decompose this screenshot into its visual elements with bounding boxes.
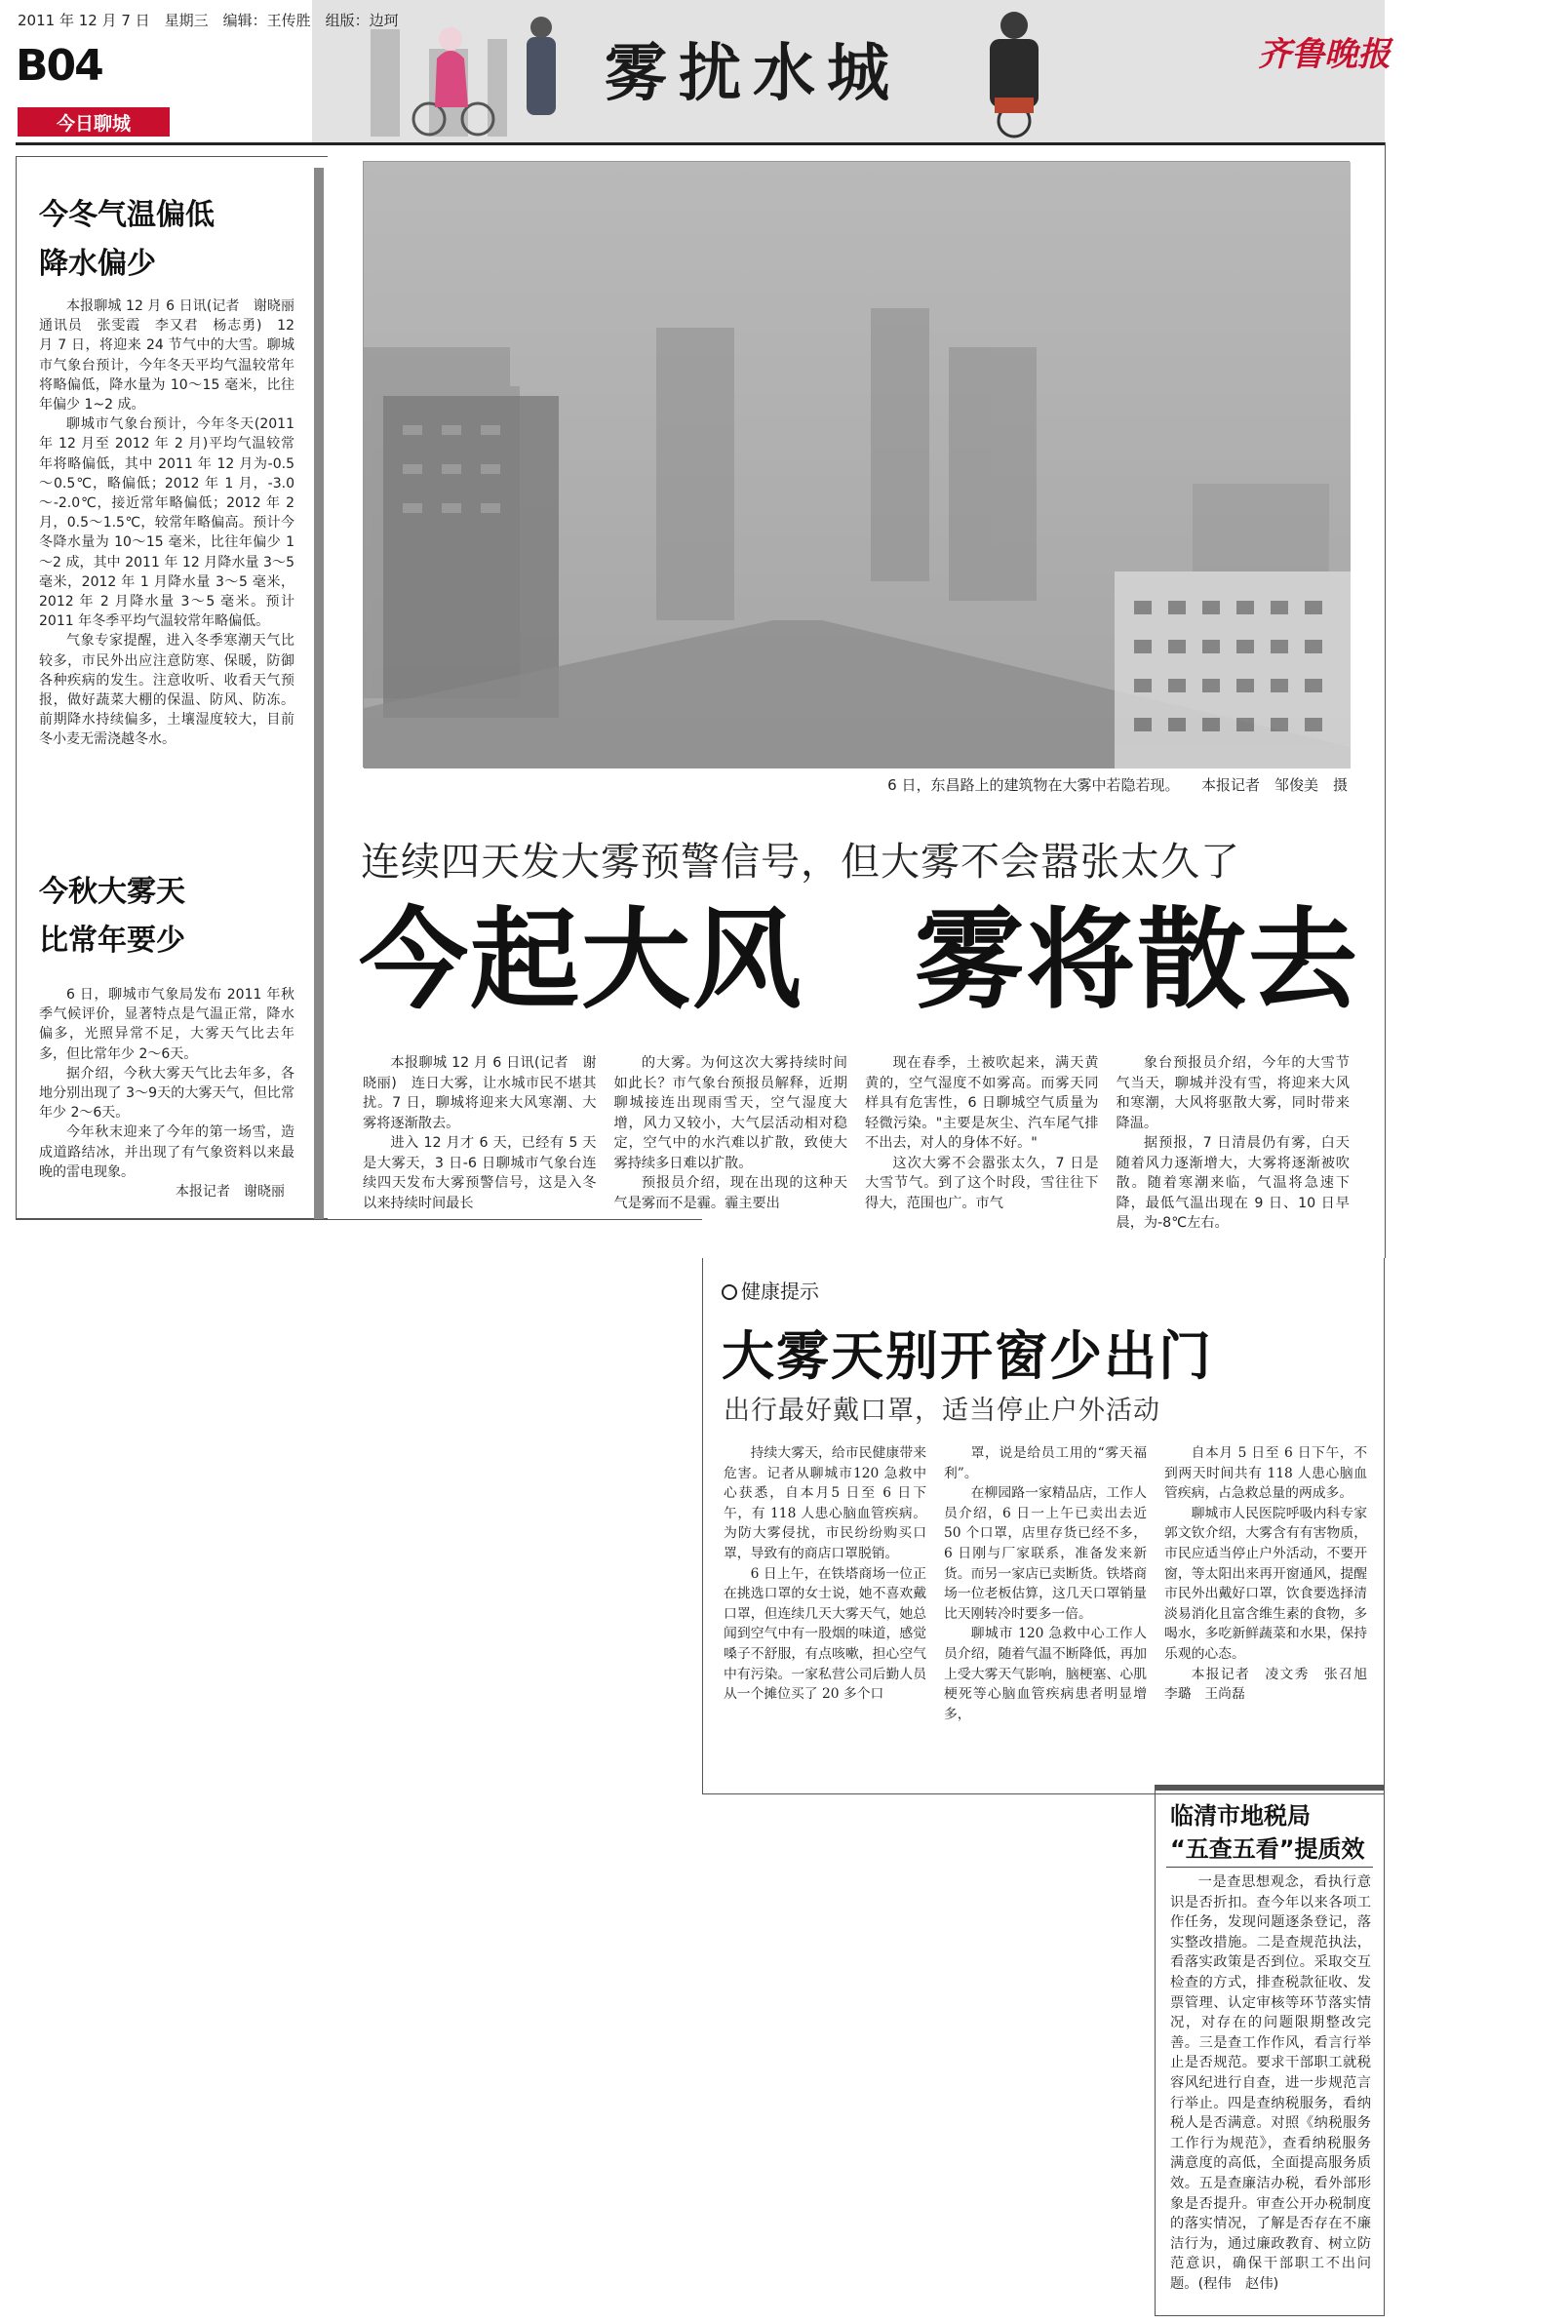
main-paragraph: 本报聊城 12 月 6 日讯(记者 谢晓丽) 连日大雾，让水城市民不堪其扰。7 日，聊城将迎来大风寒潮、大雾将逐渐散去。 [363, 1055, 597, 1131]
brief2-paragraph: 6 日，聊城市气象局发布 2011 年秋季气候评价，显著特点是气温正常，降水偏多，光照异常不足，大雾天气比去年多，但比常年少 2～6天。 [39, 987, 294, 1062]
tax-title-line2: “五查五看”提质效 [1170, 1835, 1365, 1863]
brief1-paragraph: 本报聊城 12 月 6 日讯(记者 谢晓丽 通讯员 张雯霞 李又君 杨志勇) 12 月 7 日，将迎来 24 节气中的大雪。聊城市气象台预计，今年冬天平均气温较常年将略偏低，降水量为 10～15 毫米，比往年偏少 1~2 成。 [39, 298, 308, 414]
brief2-credit: 本报记者 谢晓丽 [176, 1184, 285, 1201]
tax-paragraph: 一是查思想观念，看执行意识是否折扣。查今年以来各项工作任务，发现问题逐条登记，落实整改措施。二是查规范执法，看落实政策是否到位。采取交互检查的方式，排查税款征收、发票管理、认定审核等环节落实情况，对存在的问题限期整改完善。三是查工作作风，看言行举止是否规范。要求干部职工就税容风纪进行自查，进一步规范言行举止。四是查纳税服务，看纳税人是否满意。对照《纳税服务工作行为规范》，查看纳税服务满意度的高低，全面提高服务质效。五是查廉洁办税，看外部形象是否提升。审查公开办税制度的落实情况，了解是否存在不廉洁行为，通过廉政教育、树立防范意识，确保干部职工不出问题。(程伟 赵伟) [1170, 1874, 1371, 2292]
main-paragraph: 据预报，7 日清晨仍有雾，白天随着风力逐渐增大，大雾将逐渐被吹散。随着寒潮来临，气温将急速下降，最低气温出现在 9 日、10 日早晨，为-8℃左右。 [1116, 1135, 1350, 1231]
health-story-column [724, 1443, 926, 1780]
main-paragraph: 进入 12 月才 6 天，已经有 5 天是大雾天，3 日-6 日聊城市气象台连续四天发布大雾预警信号，这是入冬以来持续时间最长 [363, 1135, 597, 1211]
left-column-bar [314, 168, 324, 1219]
brief1-title-line1: 今冬气温偏低 [39, 198, 215, 232]
health-kicker [722, 1276, 819, 1304]
health-paragraph: 持续大雾天，给市民健康带来危害。记者从聊城市120 急救中心获悉，自本月5 日至 6 日下午，有 118 人患心脑血管疾病。为防大雾侵扰，市民纷纷购买口罩，导致有的商店口罩脱销。 [724, 1445, 926, 1561]
foggy-city-image [364, 162, 1351, 768]
tax-title-rule [1166, 1867, 1373, 1868]
brief1-title-line2: 降水偏少 [39, 247, 156, 281]
main-paragraph: 象台预报员介绍，今年的大雪节气当天，聊城并没有雪，将迎来大风和寒潮，大风将驱散大雾，同时带来降温。 [1116, 1055, 1350, 1131]
newspaper-masthead-logo: 齐鲁晚报 [1258, 35, 1391, 74]
brief1-paragraph: 气象专家提醒，进入冬季寒潮天气比较多，市民外出应注意防寒、保暖，防御各种疾病的发生。注意收听、收看天气预报，做好蔬菜大棚的保温、防风、防冻。前期降水持续偏多，土壤湿度较大，目前冬小麦无需浇越冬水。 [39, 633, 294, 748]
section-tab[interactable]: 今日聊城 [18, 107, 170, 137]
layout-rule [1385, 142, 1386, 1258]
health-paragraph: 聊城市人民医院呼吸内科专家郭文钦介绍，大雾含有有害物质，市民应适当停止户外活动，不要开窗，等太阳出来再开窗通风，提醒市民外出戴好口罩，饮食要选择清淡易消化且富含维生素的食物，多喝水，多吃新鲜蔬菜和水果，保持乐观的心态。 [1164, 1505, 1367, 1662]
date-editor-line: 2011 年 12 月 7 日 星期三 编辑：王传胜 组版：边珂 [18, 12, 399, 29]
page-number: B04 [16, 41, 102, 91]
health-paragraph: 在柳园路一家精品店，工作人员介绍，6 日一上午已卖出去近 50 个口罩，店里存货已经不多，6 日刚与厂家联系，准备发来新货。而另一家店已卖断货。铁塔商场一位老板估算，这几天口罩销量比天刚转冷时要多一倍。 [944, 1485, 1147, 1622]
main-paragraph: 的大雾。为何这次大雾持续时间如此长？市气象台预报员解释，近期聊城接连出现雨雪天，空气湿度大增，风力又较小，大气层活动相对稳定，空气中的水汽难以扩散，致使大雾持续多日难以扩散。 [613, 1055, 847, 1171]
main-paragraph: 这次大雾不会嚣张太久，7 日是大雪节气。到了这个时段，雪往往下得大，范围也广。市气 [865, 1155, 1099, 1211]
health-story-body [724, 1443, 1381, 1780]
tax-top-rule [1155, 1785, 1385, 1791]
photo-caption: 6 日，东昌路上的建筑物在大雾中若隐若现。 本报记者 邹俊美 摄 [887, 776, 1348, 794]
health-story-column [1164, 1443, 1381, 1780]
health-paragraph: 罩，说是给员工用的“雾天福利”。 [944, 1445, 1147, 1481]
circle-icon [722, 1284, 737, 1300]
health-story-column [944, 1443, 1147, 1780]
section-title: 雾扰水城 [605, 37, 901, 110]
brief2-title-line2: 比常年要少 [39, 924, 185, 958]
brief2-title-line1: 今秋大雾天 [39, 875, 185, 909]
brief2-paragraph: 今年秋末迎来了今年的第一场雪，造成道路结冰，并出现了有气象资料以来最晚的雷电现象。 [39, 1124, 294, 1180]
main-paragraph: 现在春季，土被吹起来，满天黄黄的，空气湿度不如雾高。而雾天同样具有危害性，6 日聊城空气质量为轻微污染。"主要是灰尘、汽车尾气排不出去，对人的身体不好。" [865, 1055, 1099, 1151]
fog-street-photo [363, 161, 1350, 768]
layout-rule [16, 1219, 702, 1220]
brief2-paragraph: 据介绍，今秋大雾天气比去年多，各地分别出现了 3～9天的大雾天气，但比常年少 2～6天。 [39, 1065, 294, 1122]
main-story-column [1117, 1053, 1351, 1248]
main-headline: 今起大风 雾将散去 [359, 897, 1359, 1024]
health-headline: 大雾天别开窗少出门 [722, 1325, 1213, 1387]
health-paragraph: 6 日上午，在铁塔商场一位正在挑选口罩的女士说，她不喜欢戴口罩，但连续几天大雾天气，她总闻到空气中有一股烟的味道，感觉嗓子不舒服，有点咳嗽，担心空气中有污染。一家私营公司后勤人员从一个摊位买了 20 多个口 [724, 1565, 926, 1703]
brief1-paragraph: 聊城市气象台预计，今年冬天(2011 年 12 月至 2012 年 2 月)平均气温较常年将略偏低，其中 2011 年 12 月为-0.5～0.5℃，略偏低；2012 年 1 月，-3.0～-2.0℃，接近常年略偏低；2012 年 2 月，0.5～1.5℃，较常年略偏高。预计今冬降水量为 10～15 毫米，比往年偏少 1～2 成，其中 2011 年 12 月降水量 3～5 毫米，2012 年 1 月降水量 3～5 毫米，2012 年 2 月降水量 3～5 毫米。预计 2011 年冬季平均气温较常年略偏低。 [39, 416, 294, 630]
main-paragraph: 预报员介绍，现在出现的这种天气是雾而不是霾。霾主要出 [613, 1175, 847, 1211]
header-rule [16, 142, 1385, 145]
tax-story-body [1170, 1872, 1371, 2311]
main-subheadline: 连续四天发大雾预警信号，但大雾不会嚣张太久了 [361, 840, 1240, 885]
health-subheadline: 出行最好戴口罩，适当停止户外活动 [724, 1396, 1160, 1426]
health-paragraph: 聊城市 120 急救中心工作人员介绍，随着气温不断降低，再加上受大雾天气影响，脑梗塞、心肌梗死等心脑血管疾病患者明显增多， [944, 1626, 1147, 1722]
tax-title-line1: 临清市地税局 [1170, 1802, 1311, 1830]
health-credit: 本报记者 凌文秀 张召旭 李璐 王尚磊 [1164, 1666, 1381, 1703]
main-story-column [865, 1053, 1099, 1248]
health-paragraph: 自本月 5 日至 6 日下午，不到两天时间共有 118 人患心脑血管疾病，占急救总量的两成多。 [1164, 1445, 1367, 1502]
health-kicker-label: 健康提示 [741, 1280, 819, 1303]
brief1-body [39, 296, 308, 862]
brief2-body [39, 985, 294, 1214]
